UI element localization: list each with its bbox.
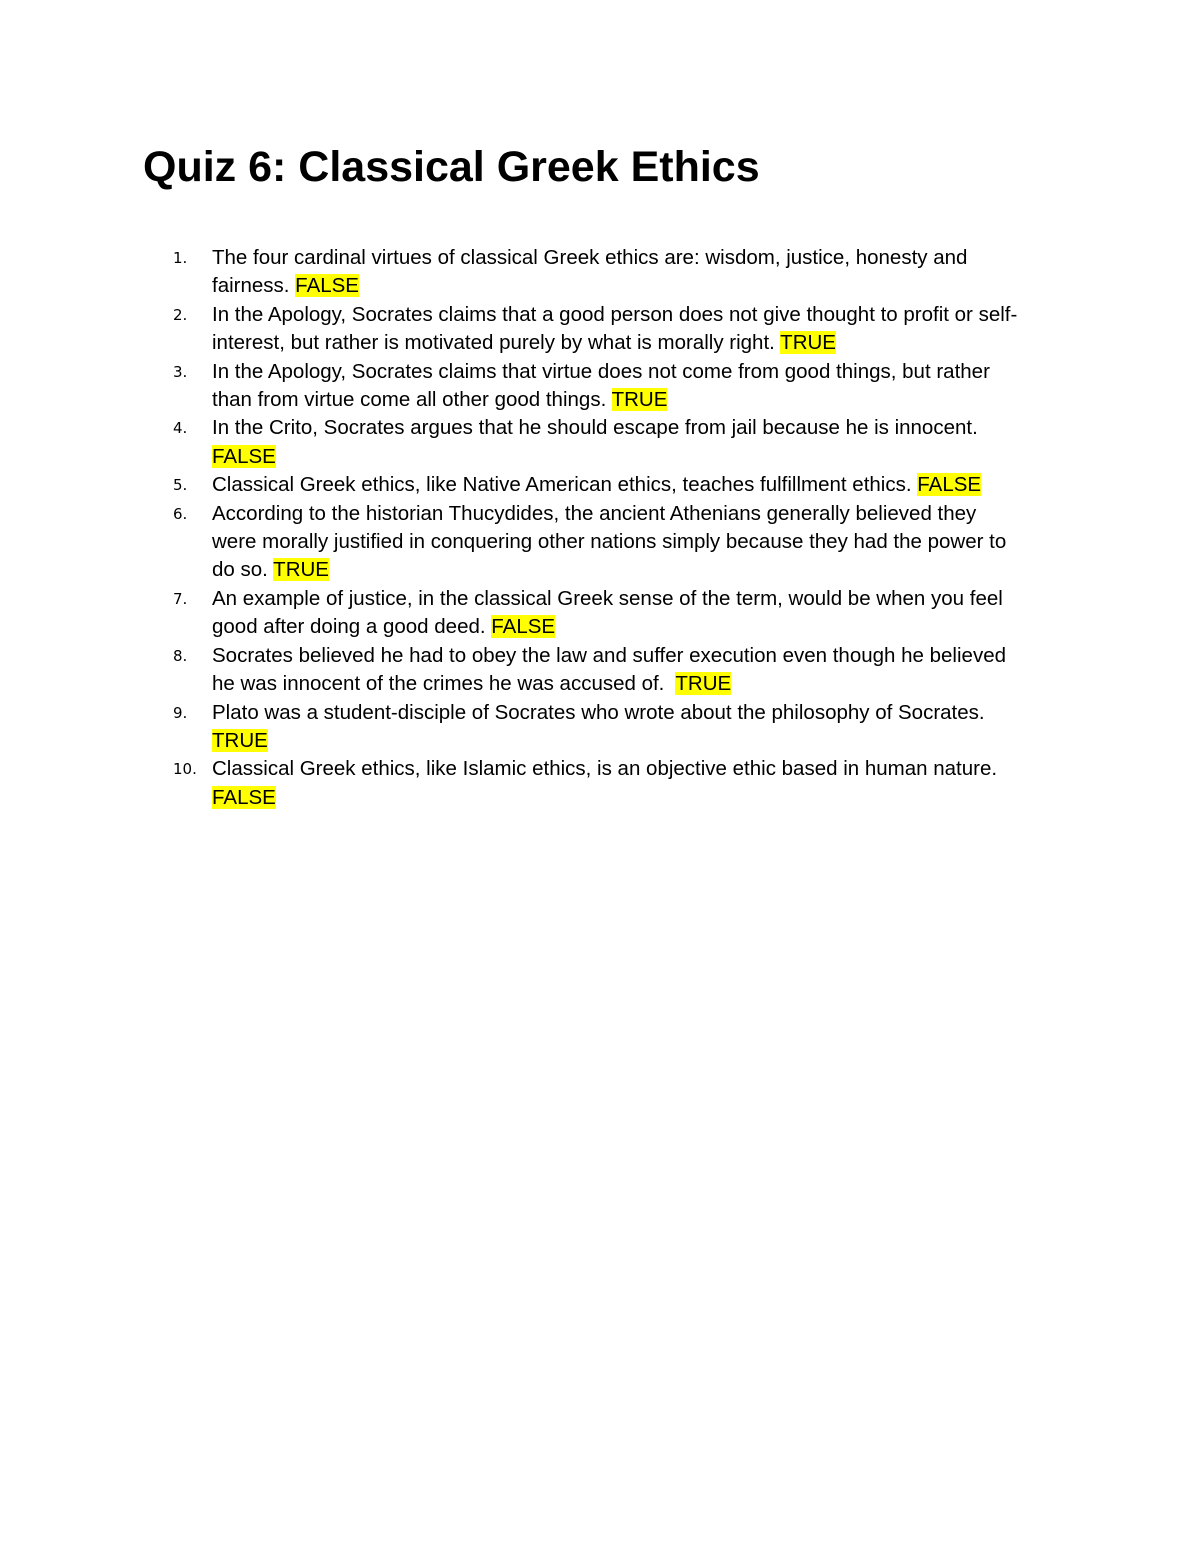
question-text: Plato was a student-disciple of Socrates who wrote about the philosophy of Socrates.	[212, 700, 985, 724]
question-text: than from virtue come all other good things.	[212, 388, 612, 412]
answer-highlight: FALSE	[212, 444, 276, 468]
answer-highlight: TRUE	[780, 331, 836, 355]
answer-highlight: FALSE	[491, 615, 556, 639]
question-number: 10.	[173, 760, 197, 779]
question-number: 2.	[173, 305, 188, 324]
question-text: In the Apology, Socrates claims that a good person does not give thought to profit or self-	[212, 302, 1018, 326]
question-text: The four cardinal virtues of classical Greek ethics are: wisdom, justice, honesty and	[212, 246, 968, 269]
question-number: 1.	[173, 249, 188, 267]
question-number: 7.	[173, 589, 188, 608]
question-text: he was innocent of the crimes he was accused of.	[212, 672, 676, 696]
list-item	[143, 755, 1083, 812]
answer-highlight: TRUE	[212, 728, 268, 752]
answer-highlight: TRUE	[675, 672, 732, 696]
list-item	[143, 244, 1083, 301]
question-text: were morally justified in conquering other nations simply because they had the power to	[212, 530, 1007, 554]
question-number: 3.	[173, 362, 188, 381]
question-text: In the Crito, Socrates argues that he should escape from jail because he is innocent.	[212, 416, 978, 440]
question-text: interest, but rather is motivated purely by what is morally right.	[212, 331, 781, 355]
question-text: According to the historian Thucydides, the ancient Athenians generally believed they	[212, 501, 977, 525]
page-title: Quiz 6: Classical Greek Ethics	[143, 143, 760, 191]
answer-highlight: FALSE	[212, 785, 276, 809]
question-text: good after doing a good deed.	[212, 615, 492, 639]
question-text: An example of justice, in the classical Greek sense of the term, would be when you feel	[212, 586, 1003, 610]
question-text: Socrates believed he had to obey the law and suffer execution even though he believed	[212, 643, 1006, 667]
list-item	[143, 471, 1083, 499]
question-number: 9.	[173, 703, 188, 722]
answer-highlight: FALSE	[917, 473, 982, 497]
question-text: do so.	[212, 558, 274, 582]
question-list	[143, 244, 1083, 812]
list-item	[143, 358, 1083, 415]
question-number: 8.	[173, 646, 188, 665]
answer-highlight: FALSE	[295, 274, 359, 298]
question-text: Classical Greek ethics, like Native American ethics, teaches fulfillment ethics.	[212, 473, 918, 497]
question-text: Classical Greek ethics, like Islamic ethics, is an objective ethic based in human nature.	[212, 757, 998, 781]
question-number: 6.	[173, 504, 188, 523]
list-item	[143, 500, 1083, 585]
question-text: In the Apology, Socrates claims that virtue does not come from good things, but rather	[212, 359, 990, 383]
question-text: fairness.	[212, 274, 296, 298]
answer-highlight: TRUE	[273, 558, 329, 582]
list-item	[143, 699, 1083, 756]
list-item	[143, 642, 1083, 699]
answer-highlight: TRUE	[611, 388, 668, 412]
question-number: 4.	[173, 419, 188, 438]
list-item	[143, 585, 1083, 642]
question-number: 5.	[173, 476, 188, 495]
list-item	[143, 301, 1083, 358]
list-item	[143, 414, 1083, 471]
